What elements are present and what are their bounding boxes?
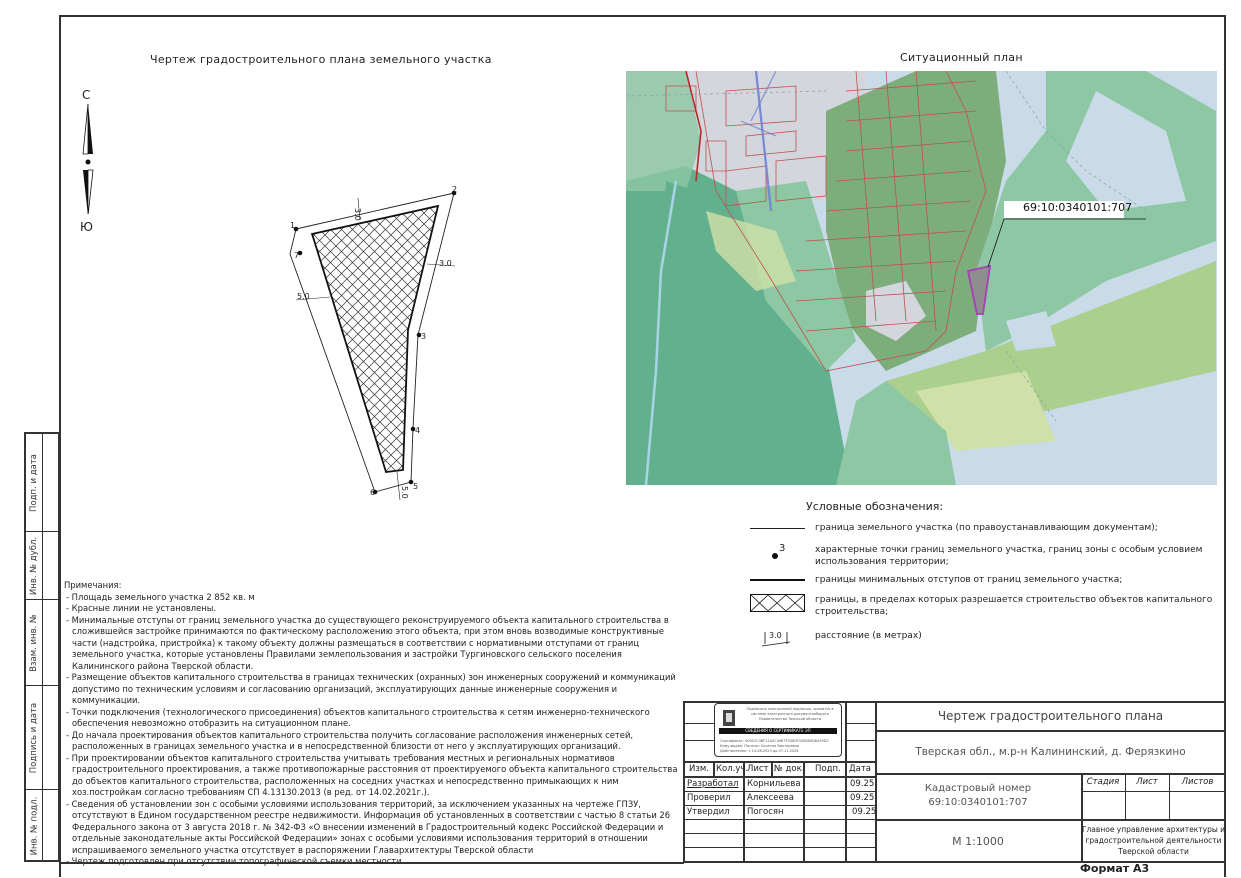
thick-line-symbol <box>750 574 805 590</box>
legend-text: характерные точки границ земельного участка, границ зоны с особым условием использования территории; <box>815 545 1203 567</box>
sign-date: 09.25 <box>850 793 875 803</box>
col-header: Кол.уч. <box>716 764 749 774</box>
legend-text: границы минимальных отступов от границ земельного участка; <box>815 575 1123 585</box>
compass-icon <box>80 104 96 214</box>
north-label: С <box>82 88 91 102</box>
north-arrow <box>80 88 96 238</box>
signer-name: Погосян <box>747 807 784 817</box>
point-label: 5 <box>413 482 419 491</box>
signer-role: Утвердил <box>687 807 730 817</box>
setback-label: 5.0 <box>297 292 310 301</box>
situation-plan-title: Ситуационный план <box>900 51 1023 64</box>
sign-date: 09.25 <box>850 779 875 789</box>
legend-title: Условные обозначения: <box>806 500 944 513</box>
col-header: Дата <box>849 764 872 774</box>
cert-line: Кому выдан: Погосян Оксанна Викторовна <box>720 744 800 748</box>
signer-role: Проверил <box>687 793 731 803</box>
notes <box>64 580 684 868</box>
col-header: Изм. <box>689 764 709 774</box>
note-item: - Минимальные отступы от границ земельного участка до существующего реконструируемого объекта капитального строительства в сложившейся застройке принимаются по фактическому расположению этого объекта, при этом вновь возводимые конструктивные части (надстройка, пристройка) к такому объекту должны размещаться в соответствии с нормативными отступами от границ земельного участка, которые установлены Правилами землепользования и застройки Тургиновского сельского поселения Калининского района Тверской области. <box>66 614 669 671</box>
coat-of-arms-icon <box>723 710 735 726</box>
col-header: Подп. <box>815 764 841 774</box>
setback-label: 3.0 <box>353 208 362 221</box>
point-label: 7 <box>294 251 300 260</box>
setback-label: 3.0 <box>439 259 452 268</box>
frame-bottom-line <box>59 862 684 864</box>
col-header: № док. <box>774 764 805 774</box>
point-label: 4 <box>415 426 421 435</box>
note-item: - Чертеж подготовлен при отсутствии топографической съемки местности <box>66 856 402 866</box>
cadastral-label: Кадастровый номер <box>924 783 1032 794</box>
document-title: Чертеж градостроительного плана <box>937 709 1164 723</box>
signer-name: Алексеева <box>747 793 794 803</box>
legend-text: расстояние (в метрах) <box>815 631 922 641</box>
stage-header: Стадия <box>1086 777 1120 787</box>
cert-header: Подписано электронной подписью, хранится в системе электронного документооборота Правительства Тверской области <box>746 707 834 721</box>
note-item: - Красные линии не установлены. <box>66 603 217 613</box>
scale: М 1:1000 <box>952 835 1004 848</box>
note-item: - Площадь земельного участка 2 852 кв. м <box>66 591 255 602</box>
side-stamp-label: Взам. инв. № <box>29 613 39 672</box>
setback-label: 5.0 <box>400 486 409 499</box>
cadastral-callout: 69:10:0340101:707 <box>1023 201 1133 214</box>
address: Тверская обл., м.р-н Калининский, д. Ферязкино <box>915 746 1186 758</box>
side-stamp-label: Подп. и дата <box>29 453 39 512</box>
point-label: 3 <box>421 332 427 341</box>
cadastral-number: 69:10:0340101:707 <box>928 797 1028 808</box>
point-symbol: 3 <box>750 544 805 560</box>
note-item: - Сведения об установлении зон с особыми условиями использования территорий, за исключением указанных на чертеже ГПЗУ, отсутствуют в Едином государственном реестре недвижимости. Информация об установленных в соответствии с частью 8 статьи 26 Федерального закона от 3 августа 2018 г. № 342-ФЗ «О внесении изменений в Градостроительный кодекс Российской Федерации и отдельные законодательные акты Российской Федерации» зонах с особыми условиями использования территорий в отношении испрашиваемого земельного участка отсутствует в распоряжении Главархитектуры Тверской области <box>66 798 671 855</box>
situation-map <box>626 71 1217 485</box>
plot-drawing-title: Чертеж градостроительного плана земельного участка <box>150 53 492 66</box>
signer-name: Корнильева <box>747 779 801 789</box>
sign-date: 09.25 <box>852 807 877 817</box>
side-stamp <box>24 432 60 862</box>
side-stamp-label: Инв. № подл. <box>29 796 39 855</box>
point-label: 1 <box>290 221 296 230</box>
thin-line-symbol <box>750 522 805 538</box>
dimension-symbol: 3.0 <box>750 630 805 646</box>
note-item: - До начала проектирования объектов капитального строительства получить согласование расположения инженерных сетей, расположенных в границах земельного участка и в непосредственной близости от него у эксплуатирующих организаций. <box>66 729 634 751</box>
col-header: Лист <box>747 764 769 774</box>
sheet-header: Лист <box>1136 777 1158 787</box>
legend-text: граница земельного участка (по правоустанавливающим документам); <box>815 523 1158 533</box>
note-item: - Точки подключения (технологического присоединения) объектов капитального строительства к сетям инженерно-технического обеспечения невозможно отобразить на ситуационном плане. <box>66 706 650 728</box>
point-label: 6 <box>370 488 376 497</box>
note-item: - Размещение объектов капитального строительства в границах технических (охранных) зон инженерных сооружений и коммуникаций допустимо по техническим условиям и согласованию организаций, эксплуатирующих данные инженерные сооружения и коммуникации. <box>66 672 676 705</box>
e-signature-certificate <box>714 703 842 757</box>
hatch-symbol <box>750 594 805 610</box>
side-stamp-label: Инв. № дубл. <box>29 536 39 595</box>
legend-text: границы, в пределах которых разрешается строительство объектов капитального строительства; <box>815 595 1213 617</box>
notes-heading: Примечания: <box>64 580 122 590</box>
cert-line: Действителен: с 14.08.2023 до 07.11.2026 <box>720 749 799 753</box>
point-label: 2 <box>452 185 458 194</box>
cert-bar: СВЕДЕНИЯ О СЕРТИФИКАТЕ ЭП <box>719 728 837 734</box>
sheets-header: Листов <box>1181 777 1214 787</box>
sheet-format: Формат А3 <box>1080 862 1150 875</box>
cert-line: Сертификат: 00001C4BF11A0C4987F0080F05E8B0D8439D2 <box>720 739 829 743</box>
side-stamp-label: Подпись и дата <box>29 702 40 773</box>
signer-role: Разработал <box>687 779 739 789</box>
map-canvas <box>626 71 1217 485</box>
organization: Главное управление архитектуры и градостроительной деятельности Тверской области <box>1081 825 1226 856</box>
plot-drawing <box>270 180 470 500</box>
note-item: - При проектировании объектов капитального строительства учитывать требования местных и региональных нормативов градостроительного проектирования, а также противопожарные расстояния от проектируемого объекта капитального строительства до объектов капитального строительства, расположенных на соседних участках и непосредственно примыкающих к ним хоз.постройкам согласно требованиям СП 4.13130.2013 (в ред. от 14.02.2021г.). <box>66 752 678 797</box>
south-label: Ю <box>80 220 93 234</box>
